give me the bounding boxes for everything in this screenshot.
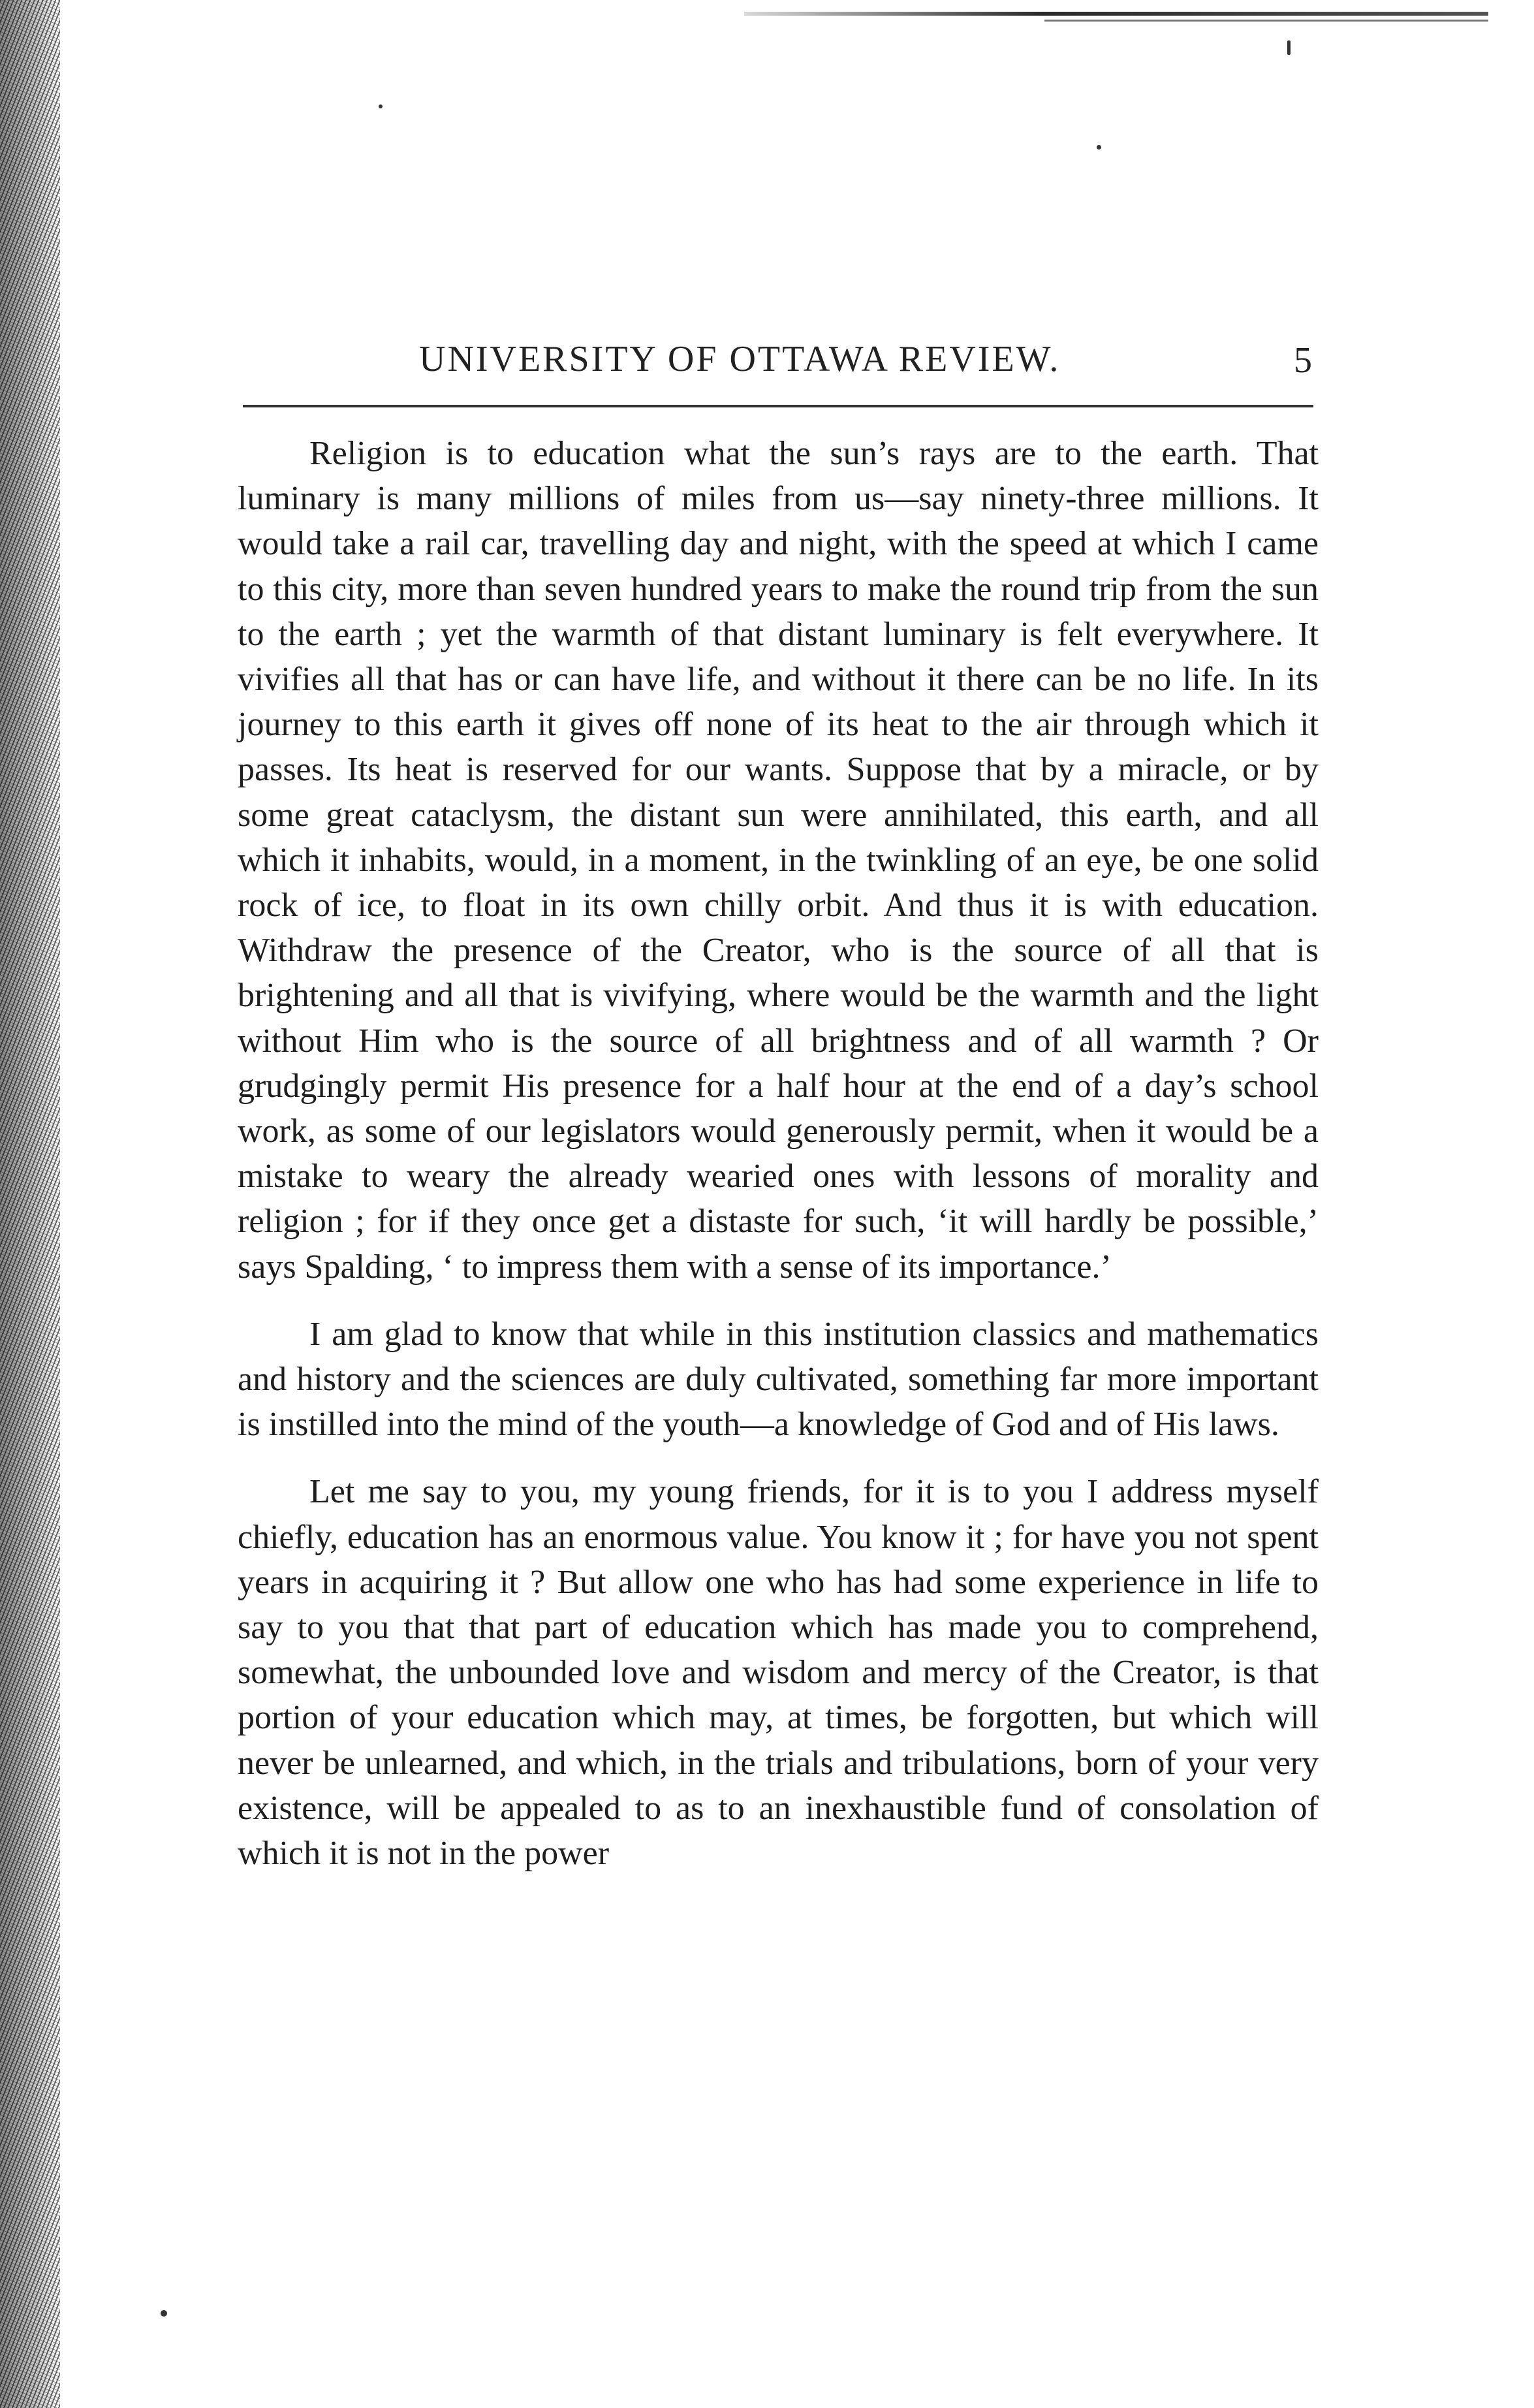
scan-top-rule: [744, 12, 1488, 16]
paragraph: I am glad to know that while in this institution classics and mathematics and history and the sciences are duly cultivated, something far more important is instilled into the mind of the youth—a knowledge of God and of His laws.: [238, 1315, 1319, 1444]
scan-speck: [379, 104, 383, 108]
scan-speck: [161, 2310, 167, 2317]
scanned-binding-edge: [0, 0, 60, 2408]
scan-speck: [1097, 145, 1101, 150]
scan-top-rule-secondary: [1044, 20, 1488, 22]
running-head: [242, 338, 1312, 390]
body-text: [238, 431, 1319, 1876]
header-rule: [243, 405, 1313, 407]
running-title: UNIVERSITY OF OTTAWA REVIEW.: [419, 339, 1061, 379]
paragraph: Let me say to you, my young friends, for it is to you I address myself chiefly, education has an enormous value. You know it ; for have you not spent years in acquiring it ? But allow one who has had some experience in life to say to you that that part of education which has made you to comprehend, somewhat, the unbounded love and wisdom and mercy of the Creator, is that portion of your education which may, at times, be forgotten, but which will never be unlearned, and which, in the trials and tribulations, born of your very existence, will be appealed to as to an inexhaustible fund of consolation of which it is not in the power: [238, 1473, 1319, 1873]
paragraph: Religion is to education what the sun’s rays are to the earth. That luminary is many millions of miles from us—say ninety-three millions. It would take a rail car, travelling day and night, with the speed at which I came to this city, more than seven hundred years to make the round trip from the sun to the earth ; yet the warmth of that distant luminary is felt everywhere. It vivifies all that has or can have life, and without it there can be no life. In its journey to this earth it gives off none of its heat to the air through which it passes. Its heat is reserved for our wants. Suppose that by a miracle, or by some great cataclysm, the distant sun were annihilated, this earth, and all which it inhabits, would, in a moment, in the twinkling of an eye, be one solid rock of ice, to float in its own chilly orbit. And thus it is with education. Withdraw the presence of the Creator, who is the source of all that is brightening and all that is vivifying, where would be the warmth and the light without Him who is the source of all brightness and of all warmth ? Or grudgingly permit His presence for a half hour at the end of a day’s school work, as some of our legislators would generously permit, when it would be a mistake to weary the already wearied ones with lessons of morality and religion ; for if they once get a distaste for such, ‘it will hardly be possible,’ says Spalding, ‘ to impress them with a sense of its importance.’: [238, 435, 1319, 1286]
page-number: 5: [1294, 340, 1312, 381]
scan-speck: [1287, 40, 1291, 55]
